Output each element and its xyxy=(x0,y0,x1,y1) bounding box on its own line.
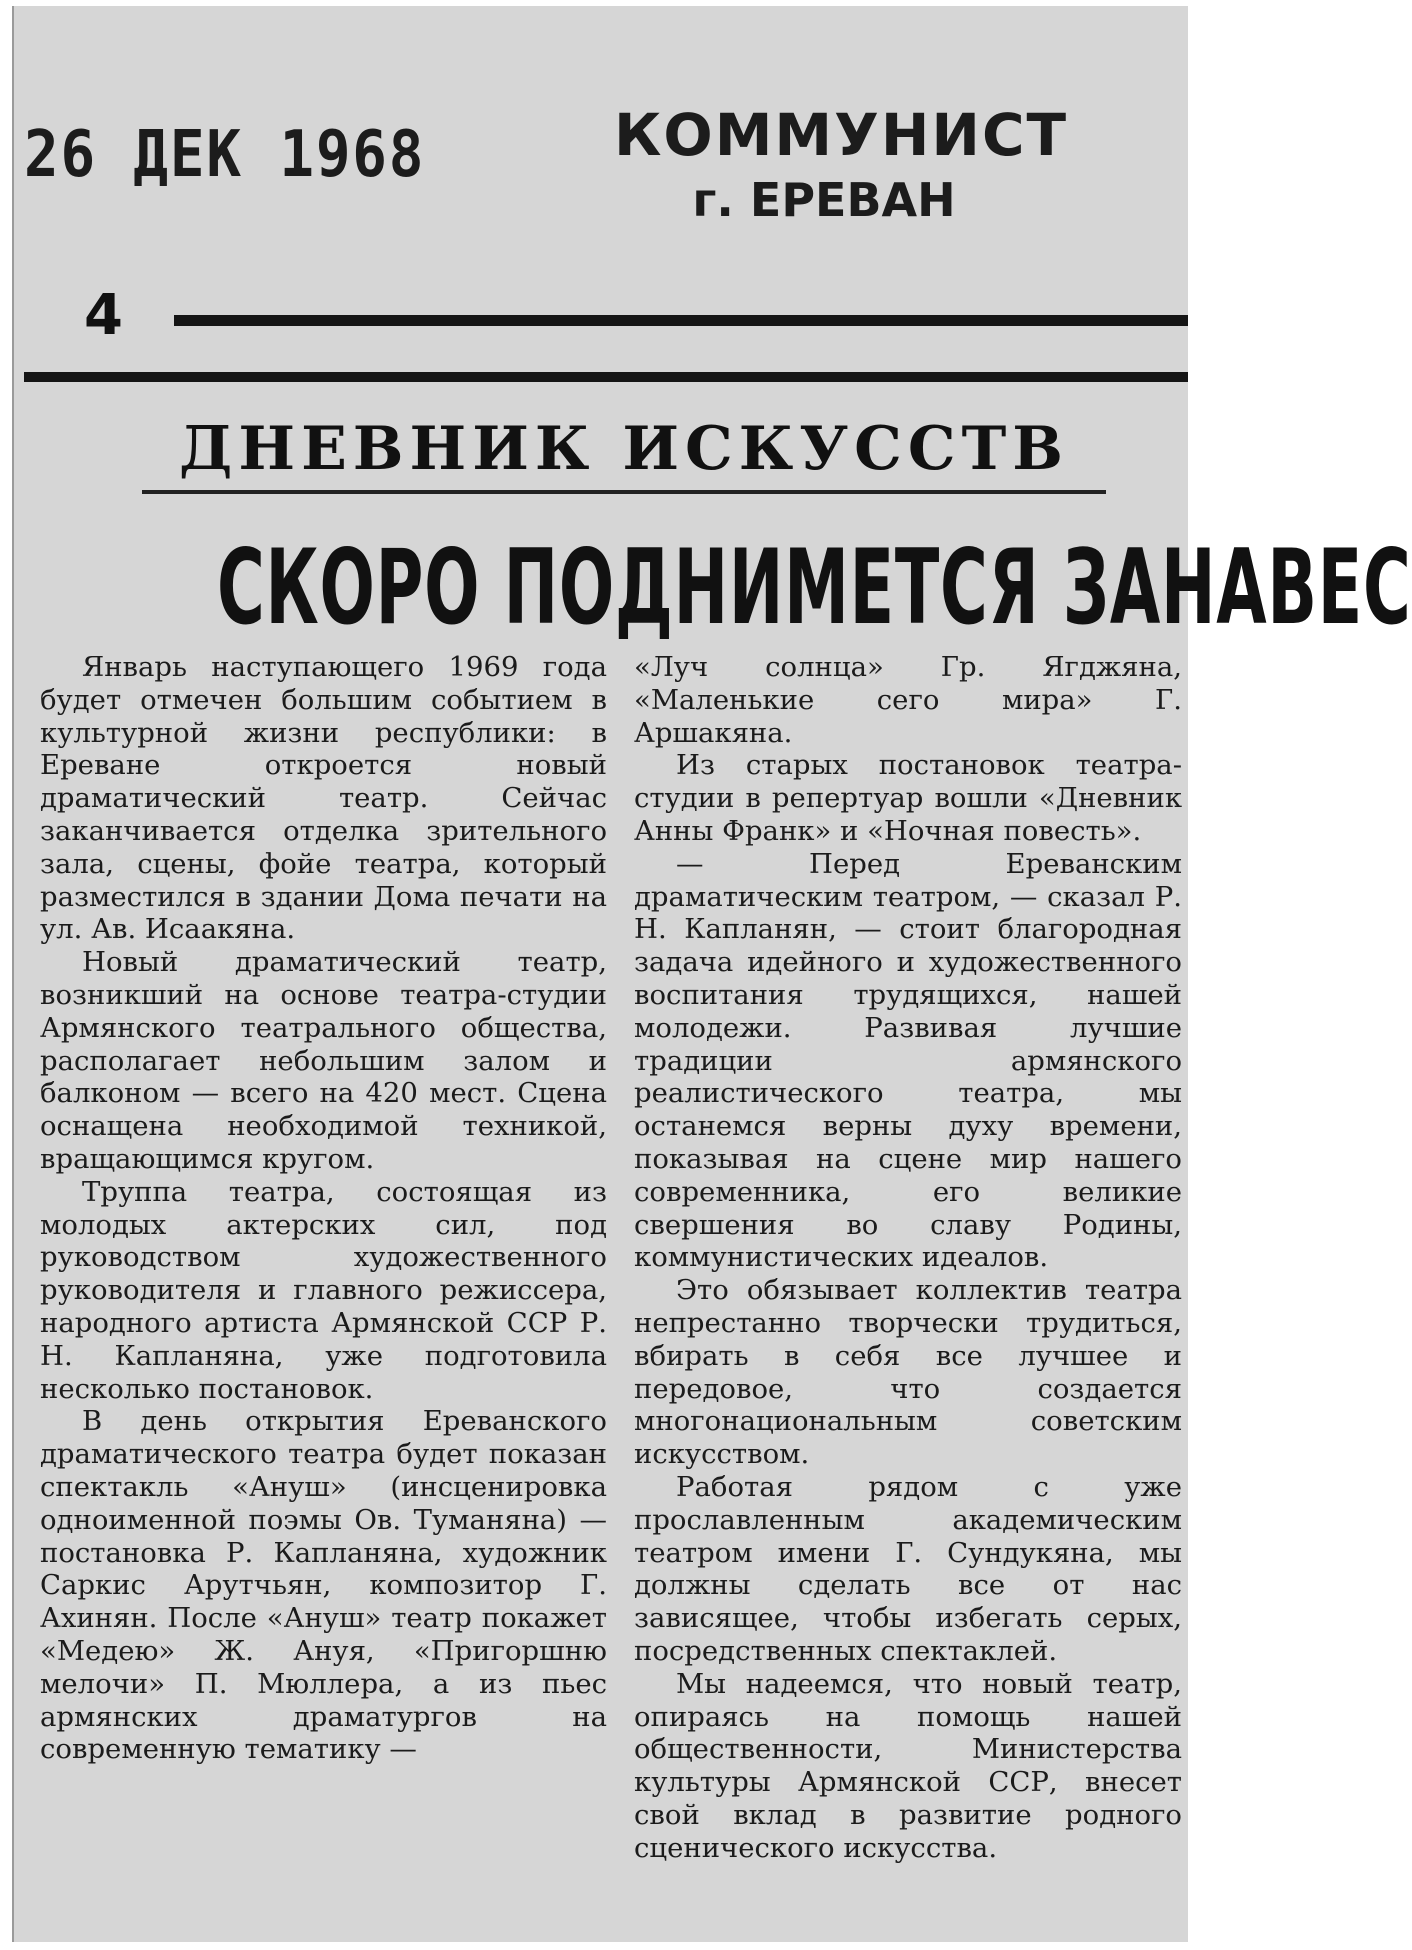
newspaper-clipping xyxy=(12,6,1412,1942)
page-number: 4 xyxy=(84,283,123,348)
date-stamp: 26 ДЕК 1968 xyxy=(24,118,426,192)
rubric-underline xyxy=(142,490,1106,494)
article-paragraph: Январь наступающего 1969 года будет отмечен большим событием в культурной жизни республики: в Ереване откроется новый драматический театр. Сейчас заканчивается отделка зрительного зала, сцены, фойе театра, который разместился в здании Дома печати на ул. Ав. Исаакяна. xyxy=(40,651,607,946)
header-rule xyxy=(174,315,1188,326)
article-paragraph: В день открытия Ереванского драматического театра будет показан спектакль «Ануш» (инсценировка одноименной поэмы Ов. Туманяна) — постановка Р. Капланяна, художник Саркис Арутчьян, композитор Г. Ахинян. После «Ануш» театр покажет «Медею» Ж. Ануя, «Пригоршню мелочи» П. Мюллера, а из пьес армянских драматургов на современную тематику — xyxy=(40,1405,607,1766)
section-rule xyxy=(24,372,1188,382)
article-paragraph: Новый драматический театр, возникший на основе театра-студии Армянского театрального общества, располагает небольшим залом и балконом — всего на 420 мест. Сцена оснащена необходимой техникой, вращающимся кругом. xyxy=(40,946,607,1175)
newspaper-stamp xyxy=(614,98,1069,228)
article-paragraph: Из старых постановок театра-студии в репертуар вошли «Дневник Анны Франк» и «Ночная повесть». xyxy=(634,749,1182,847)
article-paragraph-continued: «Луч солнца» Гр. Ягджяна, «Маленькие сего мира» Г. Аршакяна. xyxy=(634,651,1182,749)
article-column-right xyxy=(634,651,1182,1864)
article-paragraph: Работая рядом с уже прославленным академическим театром имени Г. Сундукяна, мы должны сделать все от нас зависящее, чтобы избегать серых, посредственных спектаклей. xyxy=(634,1470,1182,1667)
article-paragraph: — Перед Ереванским драматическим театром, — сказал Р. Н. Капланян, — стоит благородная задача идейного и художественного воспитания трудящихся, нашей молодежи. Развивая лучшие традиции армянского реалистического театра, мы останемся верны духу времени, показывая на сцене мир нашего современника, его великие свершения во славу Родины, коммунистических идеалов. xyxy=(634,847,1182,1274)
rubric-title: ДНЕВНИК ИСКУССТВ xyxy=(179,414,1069,484)
newspaper-name: КОММУНИСТ xyxy=(614,101,1069,169)
article-paragraph: Мы надеемся, что новый театр, опираясь на помощь нашей общественности, Министерства культуры Армянской ССР, внесет свой вклад в развитие родного сценического искусства. xyxy=(634,1667,1182,1864)
newspaper-city: г. ЕРЕВАН xyxy=(692,173,956,227)
article-headline: СКОРО ПОДНИМЕТСЯ ЗАНАВЕС xyxy=(217,526,1412,648)
article-paragraph: Это обязывает коллектив театра непрестанно творчески трудиться, вбирать в себя все лучшее и передовое, что создается многонациональным советским искусством. xyxy=(634,1274,1182,1471)
article-column-left xyxy=(40,651,607,1766)
article-paragraph: Труппа театра, состоящая из молодых актерских сил, под руководством художественного руководителя и главного режиссера, народного артиста Армянской ССР Р. Н. Капланяна, уже подготовила несколько постановок. xyxy=(40,1175,607,1405)
